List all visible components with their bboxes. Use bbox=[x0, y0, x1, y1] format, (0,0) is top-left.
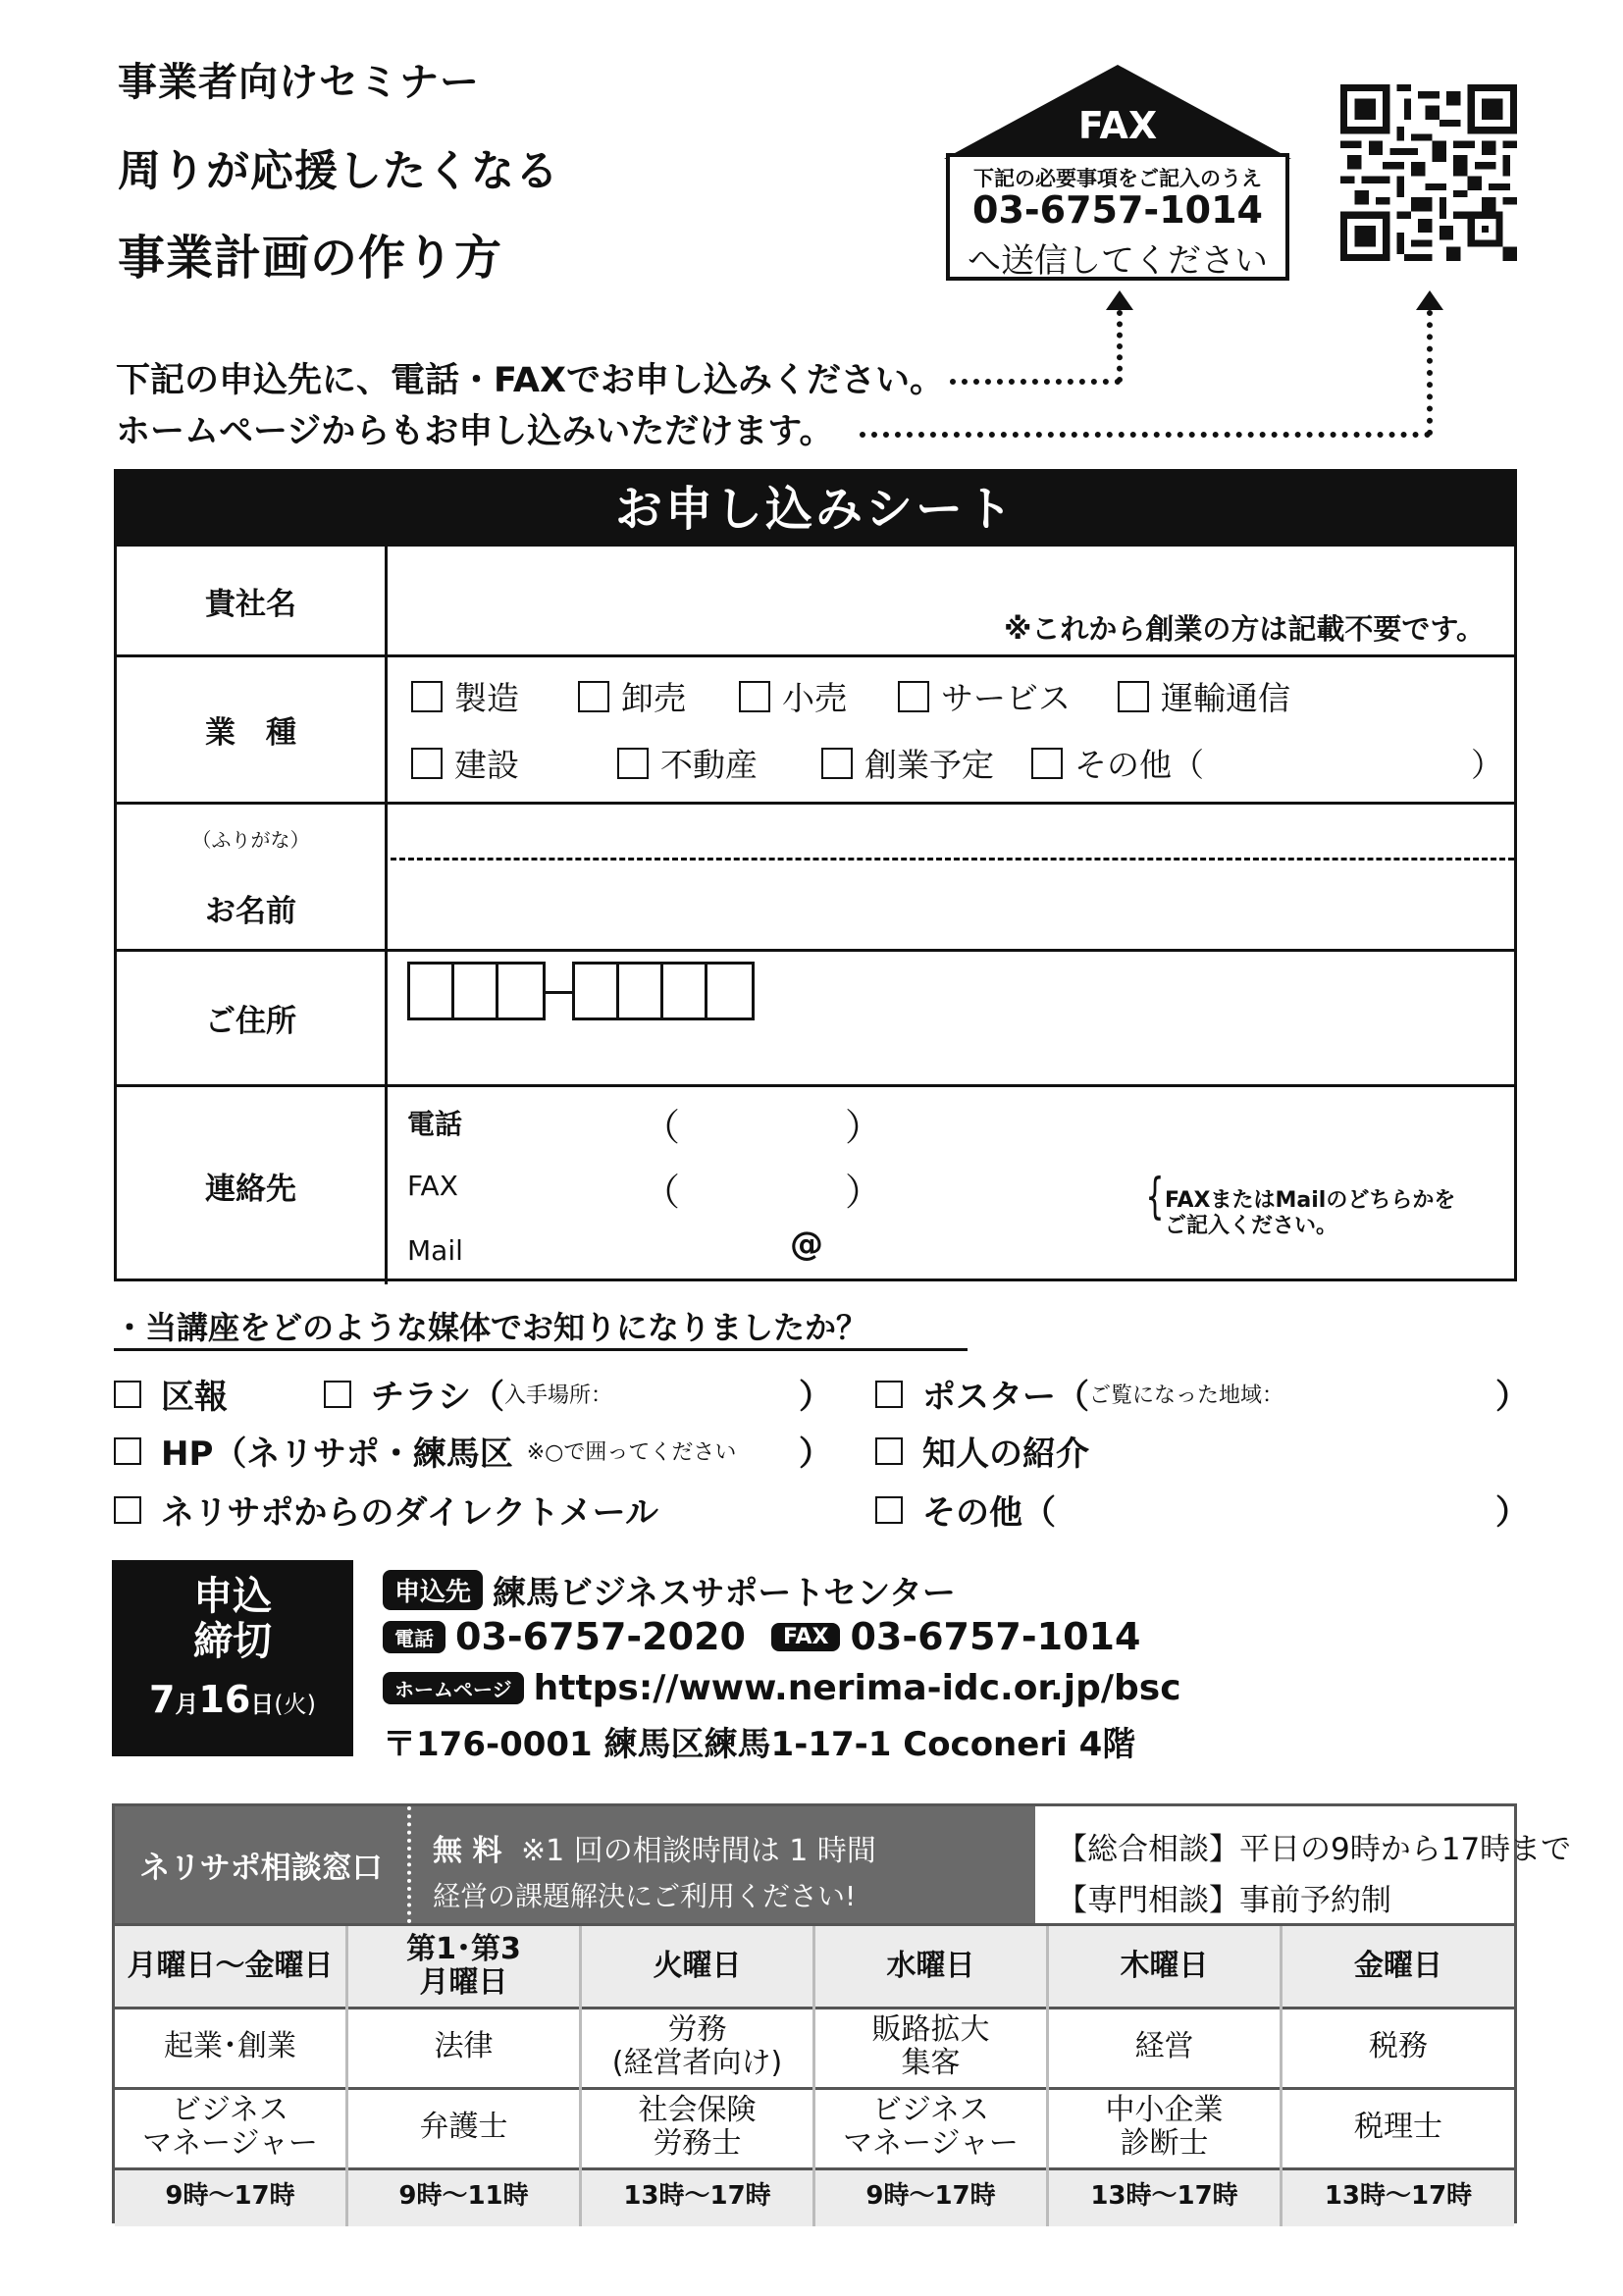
intro-line2: ホームページからもお申し込みいただけます。 bbox=[116, 412, 834, 451]
hours-cell: 13時～17時 bbox=[582, 2167, 815, 2226]
day-cell: 月曜日～金曜日 bbox=[115, 1926, 348, 2007]
seminar-title-line2: 事業計画の作り方 bbox=[118, 231, 503, 286]
checkbox[interactable] bbox=[875, 1381, 903, 1408]
industry-option[interactable]: 卸売 bbox=[578, 673, 686, 719]
question-underline bbox=[114, 1348, 968, 1351]
homepage-line: ホームページ https://www.nerima-idc.or.jp/bsc bbox=[383, 1668, 1181, 1708]
phone-line: 電話 03-6757-2020 FAX 03-6757-1014 bbox=[383, 1615, 1140, 1658]
dashed-divider bbox=[391, 858, 1514, 861]
expert-cell: 弁護士 bbox=[348, 2087, 582, 2167]
media-option-hp[interactable]: HP（ネリサポ・練馬区 ※○で囲ってください bbox=[114, 1427, 736, 1475]
checkbox[interactable] bbox=[739, 681, 770, 712]
dotted-guide bbox=[860, 432, 1431, 438]
topic-cell: 経営 bbox=[1049, 2007, 1283, 2087]
industry-option[interactable]: 小売 bbox=[739, 673, 847, 719]
day-cell: 水曜日 bbox=[815, 1926, 1049, 2007]
fax-label: FAX bbox=[1077, 104, 1158, 147]
tel-input[interactable] bbox=[666, 1097, 833, 1136]
hours-cell: 9時～17時 bbox=[815, 2167, 1049, 2226]
day-cell: 金曜日 bbox=[1354, 1948, 1442, 1983]
topic-cell: 起業･創業 bbox=[115, 2007, 348, 2087]
media-option-other[interactable]: その他（ bbox=[875, 1486, 1056, 1534]
intro-line1: 下記の申込先に、電話・FAXでお申し込みください。 bbox=[116, 361, 944, 400]
close-paren: ） bbox=[1495, 1378, 1529, 1417]
application-sheet bbox=[114, 469, 1517, 1281]
contact-label: 連絡先 bbox=[117, 1087, 388, 1284]
brace-icon: { bbox=[1145, 1168, 1165, 1225]
contact-address: 〒176-0001 練馬区練馬1-17-1 Coconeri 4階 bbox=[383, 1725, 1136, 1764]
day-cell: 木曜日 bbox=[1049, 1926, 1283, 2007]
topic-cell: 販路拡大 集客 bbox=[815, 2007, 1049, 2087]
consult-general: 【総合相談】平日の9時から17時まで bbox=[1057, 1832, 1572, 1867]
consultation-header bbox=[115, 1806, 1572, 1926]
checkbox[interactable] bbox=[411, 681, 443, 712]
name-input[interactable] bbox=[391, 863, 1514, 949]
industry-option[interactable]: 創業予定 bbox=[821, 740, 994, 786]
fax-send: へ送信してください bbox=[968, 241, 1268, 281]
contact-note2: ご記入ください。 bbox=[1165, 1214, 1338, 1238]
furigana-label: （ふりがな） bbox=[191, 827, 310, 852]
checkbox[interactable] bbox=[114, 1381, 141, 1408]
hours-cell: 9時～11時 bbox=[348, 2167, 582, 2226]
deadline-line1: 申込 bbox=[193, 1574, 272, 1619]
industry-label: 業 種 bbox=[117, 657, 388, 802]
fax-field-label: FAX bbox=[407, 1170, 458, 1202]
postal-code-first[interactable] bbox=[407, 962, 546, 1020]
expert-cell: 税理士 bbox=[1354, 2109, 1442, 2144]
checkbox[interactable] bbox=[617, 748, 649, 779]
checkbox[interactable] bbox=[875, 1437, 903, 1465]
mail-input[interactable] bbox=[490, 1225, 1078, 1268]
checkbox[interactable] bbox=[578, 681, 609, 712]
media-option-koho[interactable]: 区報 bbox=[114, 1370, 228, 1418]
industry-option[interactable]: 運輸通信 bbox=[1118, 673, 1290, 719]
expert-cell: 社会保険 労務士 bbox=[582, 2087, 815, 2167]
name-label: お名前 bbox=[205, 893, 296, 929]
contact-tel[interactable]: 03-6757-2020 bbox=[455, 1615, 746, 1658]
contact-fax[interactable]: 03-6757-1014 bbox=[850, 1615, 1141, 1658]
industry-option[interactable]: 建設 bbox=[411, 740, 519, 786]
dotted-guide bbox=[950, 379, 1121, 385]
dotted-guide bbox=[1117, 310, 1123, 383]
deadline-line2: 締切 bbox=[193, 1619, 272, 1664]
checkbox[interactable] bbox=[898, 681, 929, 712]
expert-cell: 中小企業 診断士 bbox=[1049, 2087, 1283, 2167]
close-paren: ） bbox=[845, 1106, 883, 1149]
sheet-title: お申し込みシート bbox=[117, 472, 1514, 547]
contact-url-link[interactable]: https://www.nerima-idc.or.jp/bsc bbox=[533, 1668, 1181, 1708]
topic-cell: 労務 (経営者向け) bbox=[582, 2007, 815, 2087]
media-option-friend[interactable]: 知人の紹介 bbox=[875, 1427, 1089, 1475]
industry-option[interactable]: 不動産 bbox=[617, 740, 758, 786]
media-option-dm[interactable]: ネリサポからのダイレクトメール bbox=[114, 1486, 658, 1534]
fax-box bbox=[944, 61, 1291, 283]
address-label: ご住所 bbox=[117, 952, 388, 1084]
company-row bbox=[117, 547, 1514, 654]
tel-label: 電話 bbox=[407, 1108, 463, 1140]
media-option-chirashi[interactable]: チラシ（ 入手場所： bbox=[324, 1370, 612, 1418]
apply-to-line: 申込先 練馬ビジネスサポートセンター bbox=[383, 1566, 956, 1614]
deadline-date: 7月16日(火) bbox=[148, 1678, 317, 1721]
fax-number: 03-6757-1014 bbox=[972, 188, 1263, 232]
expert-cell: ビジネス マネージャー bbox=[115, 2087, 348, 2167]
postal-code-second[interactable] bbox=[572, 962, 755, 1020]
checkbox[interactable] bbox=[114, 1496, 141, 1524]
industry-option[interactable]: サービス bbox=[898, 673, 1071, 719]
at-sign: @ bbox=[790, 1225, 823, 1264]
day-cell: 火曜日 bbox=[582, 1926, 815, 2007]
fax-input[interactable] bbox=[666, 1162, 833, 1201]
media-question: ・当講座をどのような媒体でお知りになりましたか？ bbox=[114, 1309, 868, 1346]
checkbox[interactable] bbox=[1031, 748, 1063, 779]
qr-code-icon[interactable] bbox=[1340, 84, 1517, 261]
checkbox[interactable] bbox=[411, 748, 443, 779]
furigana-input[interactable] bbox=[391, 805, 1514, 861]
expert-cell: ビジネス マネージャー bbox=[815, 2087, 1049, 2167]
consultation-table bbox=[112, 1803, 1572, 2223]
day-cell: 第1･第3 月曜日 bbox=[348, 1926, 582, 2007]
hours-cell: 13時～17時 bbox=[1324, 2181, 1473, 2212]
consult-free-block bbox=[407, 1806, 1035, 1923]
company-note: ※これから創業の方は記載不要です。 bbox=[1004, 612, 1485, 646]
industry-option[interactable]: 製造 bbox=[411, 673, 519, 719]
address-row bbox=[117, 949, 1514, 1084]
seminar-type: 事業者向けセミナー bbox=[118, 60, 480, 105]
topic-cell: 税務 bbox=[1369, 2028, 1428, 2063]
fax-instruction: 下記の必要事項をご記入のうえ bbox=[973, 167, 1262, 190]
contact-note1: FAXまたはMailのどちらかを bbox=[1165, 1188, 1456, 1213]
checkbox[interactable] bbox=[114, 1437, 141, 1465]
consultation-grid bbox=[115, 1926, 1514, 2226]
close-paren: ） bbox=[799, 1435, 832, 1474]
deadline-box bbox=[112, 1560, 353, 1756]
seminar-title-line1: 周りが応援したくなる bbox=[118, 146, 559, 196]
postal-hyphen bbox=[543, 991, 572, 994]
name-row bbox=[117, 802, 1514, 949]
close-paren: ） bbox=[1495, 1493, 1529, 1533]
mail-label: Mail bbox=[407, 1234, 463, 1267]
contact-row bbox=[117, 1084, 1514, 1284]
arrow-up-icon bbox=[1106, 290, 1133, 310]
open-paren: （ bbox=[643, 1106, 681, 1149]
open-paren: （ bbox=[643, 1171, 681, 1214]
checkbox[interactable] bbox=[1118, 681, 1149, 712]
consult-free: 無 料 bbox=[433, 1834, 502, 1868]
dotted-guide bbox=[1427, 310, 1433, 436]
media-option-poster[interactable]: ポスター（ ご覧になった地域： bbox=[875, 1370, 1283, 1418]
industry-row bbox=[117, 654, 1514, 802]
consult-desc: 経営の課題解決にご利用ください! bbox=[433, 1880, 857, 1912]
consult-special: 【専門相談】事前予約制 bbox=[1057, 1883, 1391, 1918]
close-paren: ） bbox=[1471, 746, 1503, 784]
hours-cell: 13時～17時 bbox=[1049, 2167, 1283, 2226]
arrow-up-icon bbox=[1416, 290, 1443, 310]
hours-cell: 9時～17時 bbox=[115, 2167, 348, 2226]
company-label: 貴社名 bbox=[117, 547, 388, 654]
checkbox[interactable] bbox=[324, 1381, 351, 1408]
consult-free-note: ※1 回の相談時間は 1 時間 bbox=[521, 1834, 876, 1868]
checkbox[interactable] bbox=[821, 748, 853, 779]
consult-title: ネリサポ相談窓口 bbox=[115, 1806, 407, 1923]
checkbox[interactable] bbox=[875, 1496, 903, 1524]
close-paren: ） bbox=[799, 1378, 832, 1417]
industry-option[interactable]: その他（ bbox=[1031, 740, 1204, 786]
close-paren: ） bbox=[845, 1171, 883, 1214]
topic-cell: 法律 bbox=[348, 2007, 582, 2087]
